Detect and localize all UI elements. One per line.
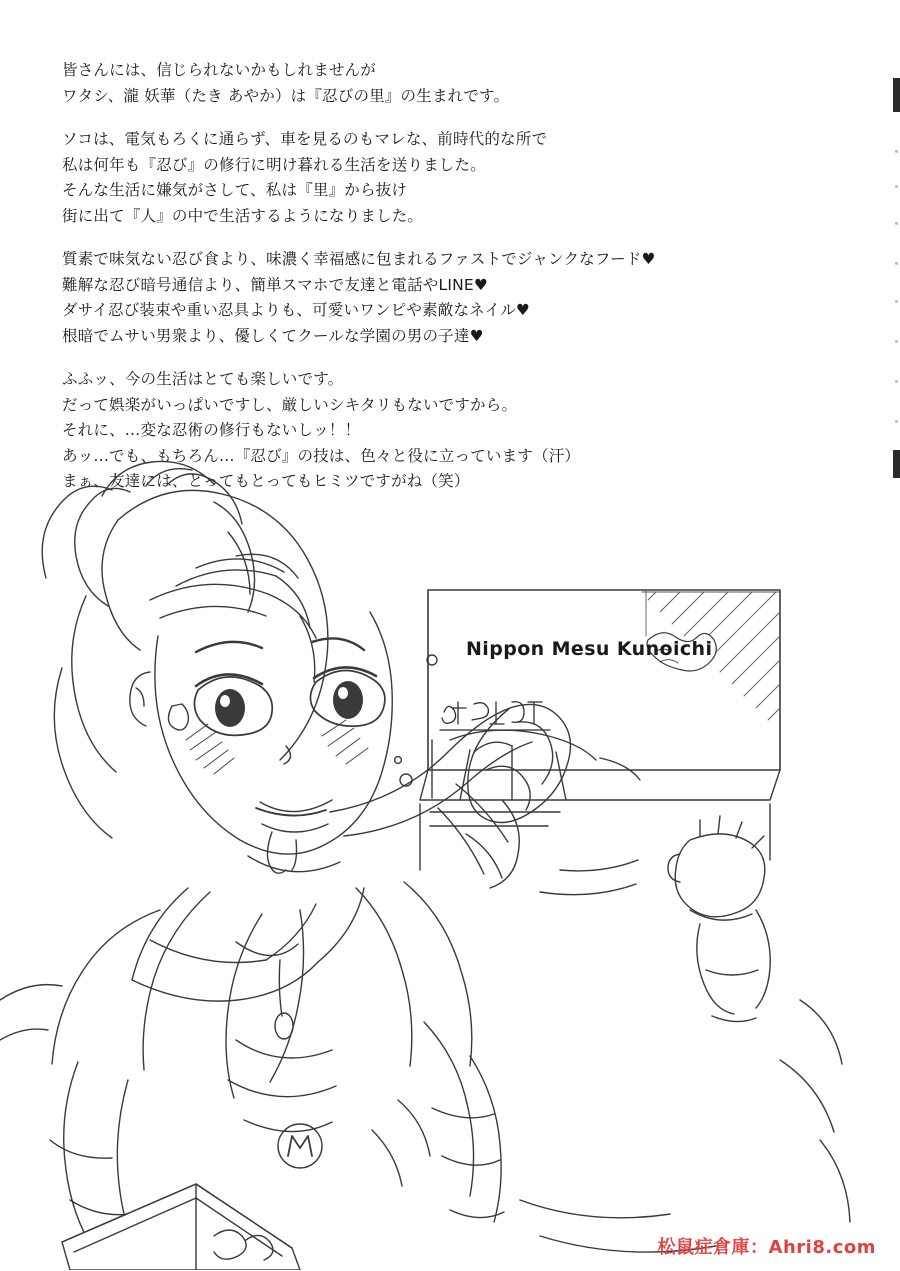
illustration bbox=[0, 440, 900, 1270]
text-line: それに、…変な忍術の修行もないしッ！！ bbox=[62, 421, 361, 439]
text-line: ワタシ、瀧 妖華（たき あやか）は『忍びの里』の生まれです。 bbox=[62, 86, 510, 105]
text-line: そんな生活に嫌気がさして、私は『里』から抜け bbox=[62, 181, 408, 199]
text-line: 街に出て『人』の中で生活するようになりました。 bbox=[62, 206, 424, 225]
lineart-drawing bbox=[0, 440, 900, 1270]
paragraph bbox=[62, 247, 822, 349]
monologue-text bbox=[62, 58, 822, 495]
text-line: 質素で味気ない忍び食より、味濃く幸福感に包まれるファストでジャンクなフード♥ bbox=[62, 250, 656, 268]
paragraph bbox=[62, 58, 822, 109]
text-line: 根暗でムサい男衆より、優しくてクールな学園の男の子達♥ bbox=[62, 326, 484, 345]
page-edge-dot bbox=[895, 185, 898, 188]
page-edge-mark-top bbox=[893, 78, 900, 112]
page-edge-dot bbox=[895, 420, 898, 423]
text-line: 難解な忍び暗号通信より、簡単スマホで友達と電話やLINE♥ bbox=[62, 275, 488, 294]
page-edge-dot bbox=[895, 262, 898, 265]
text-line: まぁ、友達には、とってもとってもヒミツですがね（笑） bbox=[62, 472, 470, 490]
site-watermark: 松鼠症倉庫：Ahri8.com bbox=[657, 1237, 876, 1258]
text-line: ふふッ、今の生活はとても楽しいです。 bbox=[62, 370, 344, 388]
page-edge-dot bbox=[895, 300, 898, 303]
text-line: 皆さんには、信じられないかもしれませんが bbox=[62, 61, 377, 79]
paragraph bbox=[62, 127, 822, 229]
page-edge-dot bbox=[895, 340, 898, 343]
whiteboard-label: Nippon Mesu Kunoichi bbox=[466, 638, 713, 660]
page-edge-dot bbox=[895, 150, 898, 153]
text-line: ダサイ忍び装束や重い忍具よりも、可愛いワンピや素敵なネイル♥ bbox=[62, 301, 531, 319]
page-edge-mark-bottom bbox=[893, 450, 900, 478]
page-edge-dot bbox=[895, 380, 898, 383]
text-line: ソコは、電気もろくに通らず、車を見るのもマレな、前時代的な所で bbox=[62, 130, 548, 148]
text-line: だって娯楽がいっぱいですし、厳しいシキタリもないですから。 bbox=[62, 395, 518, 414]
page-edge-dot bbox=[895, 222, 898, 225]
text-line: あッ…でも、もちろん…『忍び』の技は、色々と役に立っています（汗） bbox=[62, 446, 581, 465]
text-line: 私は何年も『忍び』の修行に明け暮れる生活を送りました。 bbox=[62, 155, 486, 174]
